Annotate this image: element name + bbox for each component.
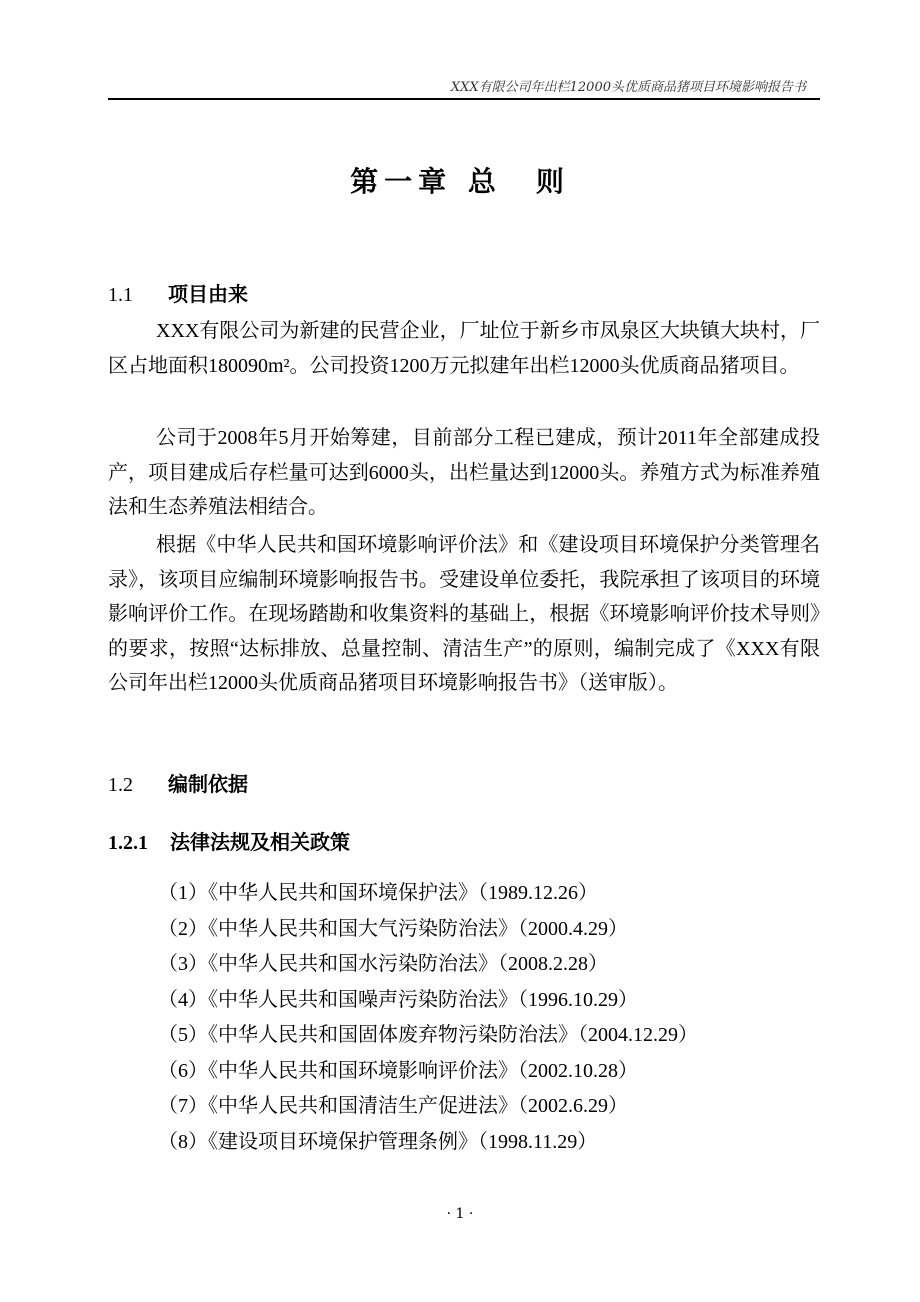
section-number: 1.2 (108, 774, 133, 796)
page-number: · 1 · (446, 1206, 474, 1222)
list-item: （4）《中华人民共和国噪声污染防治法》（1996.10.29） (158, 988, 638, 1011)
paragraph-construction-schedule: 公司于2008年5月开始筹建，目前部分工程已建成，预计2011年全部建成投产，项目建成后存栏量可达到6000头，出栏量达到12000头。养殖方式为标准养殖法和生态养殖法相结合。 (108, 427, 820, 518)
list-item: （8）《建设项目环境保护管理条例》（1998.11.29） (158, 1130, 598, 1153)
list-item: （6）《中华人民共和国环境影响评价法》（2002.10.28） (158, 1059, 638, 1082)
list-item: （5）《中华人民共和国固体废弃物污染防治法》（2004.12.29） (158, 1024, 698, 1046)
running-header: XXX有限公司年出栏12000头优质商品猪项目环境影响报告书 (450, 80, 806, 95)
section-title: 法律法规及相关政策 (170, 830, 350, 854)
section-heading-1-1 (108, 278, 248, 307)
list-item: （2）《中华人民共和国大气污染防治法》（2000.4.29） (158, 917, 628, 940)
paragraph-project-background: XXX有限公司为新建的民营企业，厂址位于新乡市凤泉区大块镇大块村，厂区占地面积180090m²。公司投资1200万元拟建年出栏12000头优质商品猪项目。 (108, 320, 820, 377)
paragraph-assessment-basis: 根据《中华人民共和国环境影响评价法》和《建设项目环境保护分类管理名录》，该项目应编制环境影响报告书。受建设单位委托，我院承担了该项目的环境影响评价工作。在现场踏勘和收集资料的基础上，根据《环境影响评价技术导则》的要求，按照“达标排放、总量控制、清洁生产”的原则，编制完成了《XXX有限公司年出栏12000头优质商品猪项目环境影响报告书》（送审版）。 (108, 534, 820, 694)
law-list (158, 876, 698, 1160)
section-heading-1-2-1 (108, 826, 350, 855)
section-title: 项目由来 (168, 282, 248, 306)
section-heading-1-2 (108, 768, 248, 797)
section-number: 1.2.1 (108, 832, 148, 854)
list-item: （1）《中华人民共和国环境保护法》（1989.12.26） (158, 882, 598, 904)
list-item: （7）《中华人民共和国清洁生产促进法》（2002.6.29） (158, 1095, 628, 1117)
section-title: 编制依据 (168, 772, 248, 796)
header-rule (108, 98, 820, 100)
section-number: 1.1 (108, 284, 133, 306)
list-item: （3）《中华人民共和国水污染防治法》（2008.2.28） (158, 953, 608, 975)
chapter-title: 第一章 总 则 (350, 165, 570, 198)
